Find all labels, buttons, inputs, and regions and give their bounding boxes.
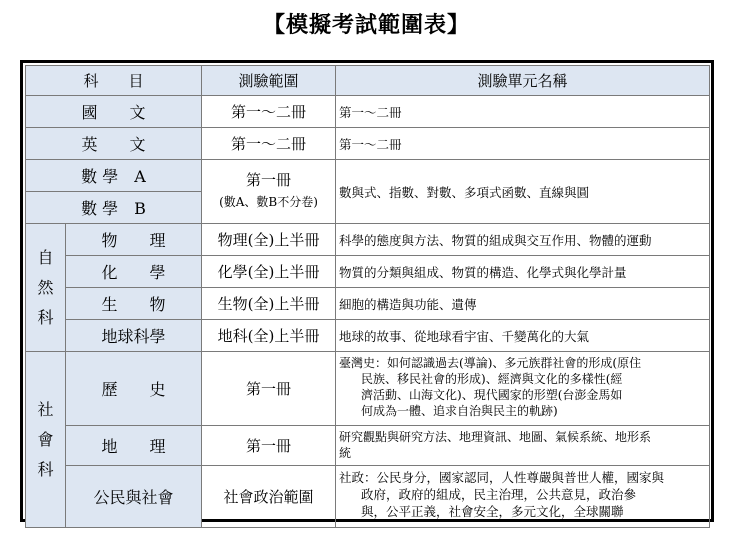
range-geography: 第一冊 [202,426,336,466]
subject-chemistry: 化 學 [66,256,202,288]
exam-scope-table [25,65,710,528]
units-english: 第一～二冊 [336,128,710,160]
units-civics-line: 與，公平正義，社會安全，多元文化，全球關聯 [361,504,624,519]
units-history-line: 民族、移民社會的形成)、經濟與文化的多樣性(經 [361,372,623,386]
range-math-note: (數A、數B不分卷) [219,195,318,209]
table-row [26,128,710,160]
table-row [26,320,710,352]
subject-physics: 物 理 [66,224,202,256]
units-earth-science: 地球的故事、從地球看宇宙、千變萬化的大氣 [336,320,710,352]
header-range: 測驗範圍 [202,66,336,96]
table-row [26,256,710,288]
table-row [26,160,710,192]
table-row [26,352,710,426]
category-social-char: 社 [37,399,54,419]
category-social-char: 科 [37,459,54,479]
units-geography-line: 統 [339,446,352,460]
units-history-line: 臺灣史：如何認識過去(導論)、多元族群社會的形成(原住 [339,356,642,370]
units-civics-line: 政府，政府的組成，民主治理，公共意見，政治參 [361,487,637,502]
subject-biology: 生 物 [66,288,202,320]
units-history-line: 何成為一體、追求自治與民主的軌跡) [361,404,558,418]
range-chemistry: 化學(全)上半冊 [202,256,336,288]
subject-chinese: 國 文 [26,96,202,128]
range-civics: 社會政治範圍 [202,466,336,528]
subject-earth-science: 地球科學 [66,320,202,352]
range-math-main: 第一冊 [246,171,292,189]
header-units: 測驗單元名稱 [336,66,710,96]
units-physics: 科學的態度與方法、物質的組成與交互作用、物體的運動 [336,224,710,256]
subject-geography: 地 理 [66,426,202,466]
range-physics: 物理(全)上半冊 [202,224,336,256]
category-science-char: 科 [37,307,54,327]
units-civics [336,466,710,528]
range-math [202,160,336,224]
range-english: 第一～二冊 [202,128,336,160]
category-science-char: 然 [37,277,54,297]
table-row [26,466,710,528]
page-title: 【模擬考試範圍表】 [262,12,470,38]
subject-math-a: 數 學 A [26,160,202,192]
range-biology: 生物(全)上半冊 [202,288,336,320]
range-earth-science: 地科(全)上半冊 [202,320,336,352]
range-chinese: 第一～二冊 [202,96,336,128]
subject-math-b: 數 學 B [26,192,202,224]
units-geography-line: 研究觀點與研究方法、地理資訊、地圖、氣候系統、地形系 [339,430,652,444]
units-biology: 細胞的構造與功能、遺傳 [336,288,710,320]
range-history: 第一冊 [202,352,336,426]
category-science-char: 自 [37,247,54,267]
units-civics-line: 社政：公民身分，國家認同，人性尊嚴與普世人權，國家與 [339,470,665,485]
units-history-line: 濟活動、山海文化)、現代國家的形塑(台澎金馬如 [361,388,623,402]
subject-civics: 公民與社會 [66,466,202,528]
units-math: 數與式、指數、對數、多項式函數、直線與圓 [336,160,710,224]
table-row [26,224,710,256]
category-social [26,352,66,528]
category-science [26,224,66,352]
header-subject: 科 目 [26,66,202,96]
category-social-char: 會 [37,429,54,449]
units-chinese: 第一～二冊 [336,96,710,128]
header-row [26,66,710,96]
units-geography [336,426,710,466]
table-row [26,96,710,128]
subject-history: 歷 史 [66,352,202,426]
units-chemistry: 物質的分類與組成、物質的構造、化學式與化學計量 [336,256,710,288]
subject-english: 英 文 [26,128,202,160]
table-row [26,288,710,320]
table-row [26,426,710,466]
units-history [336,352,710,426]
